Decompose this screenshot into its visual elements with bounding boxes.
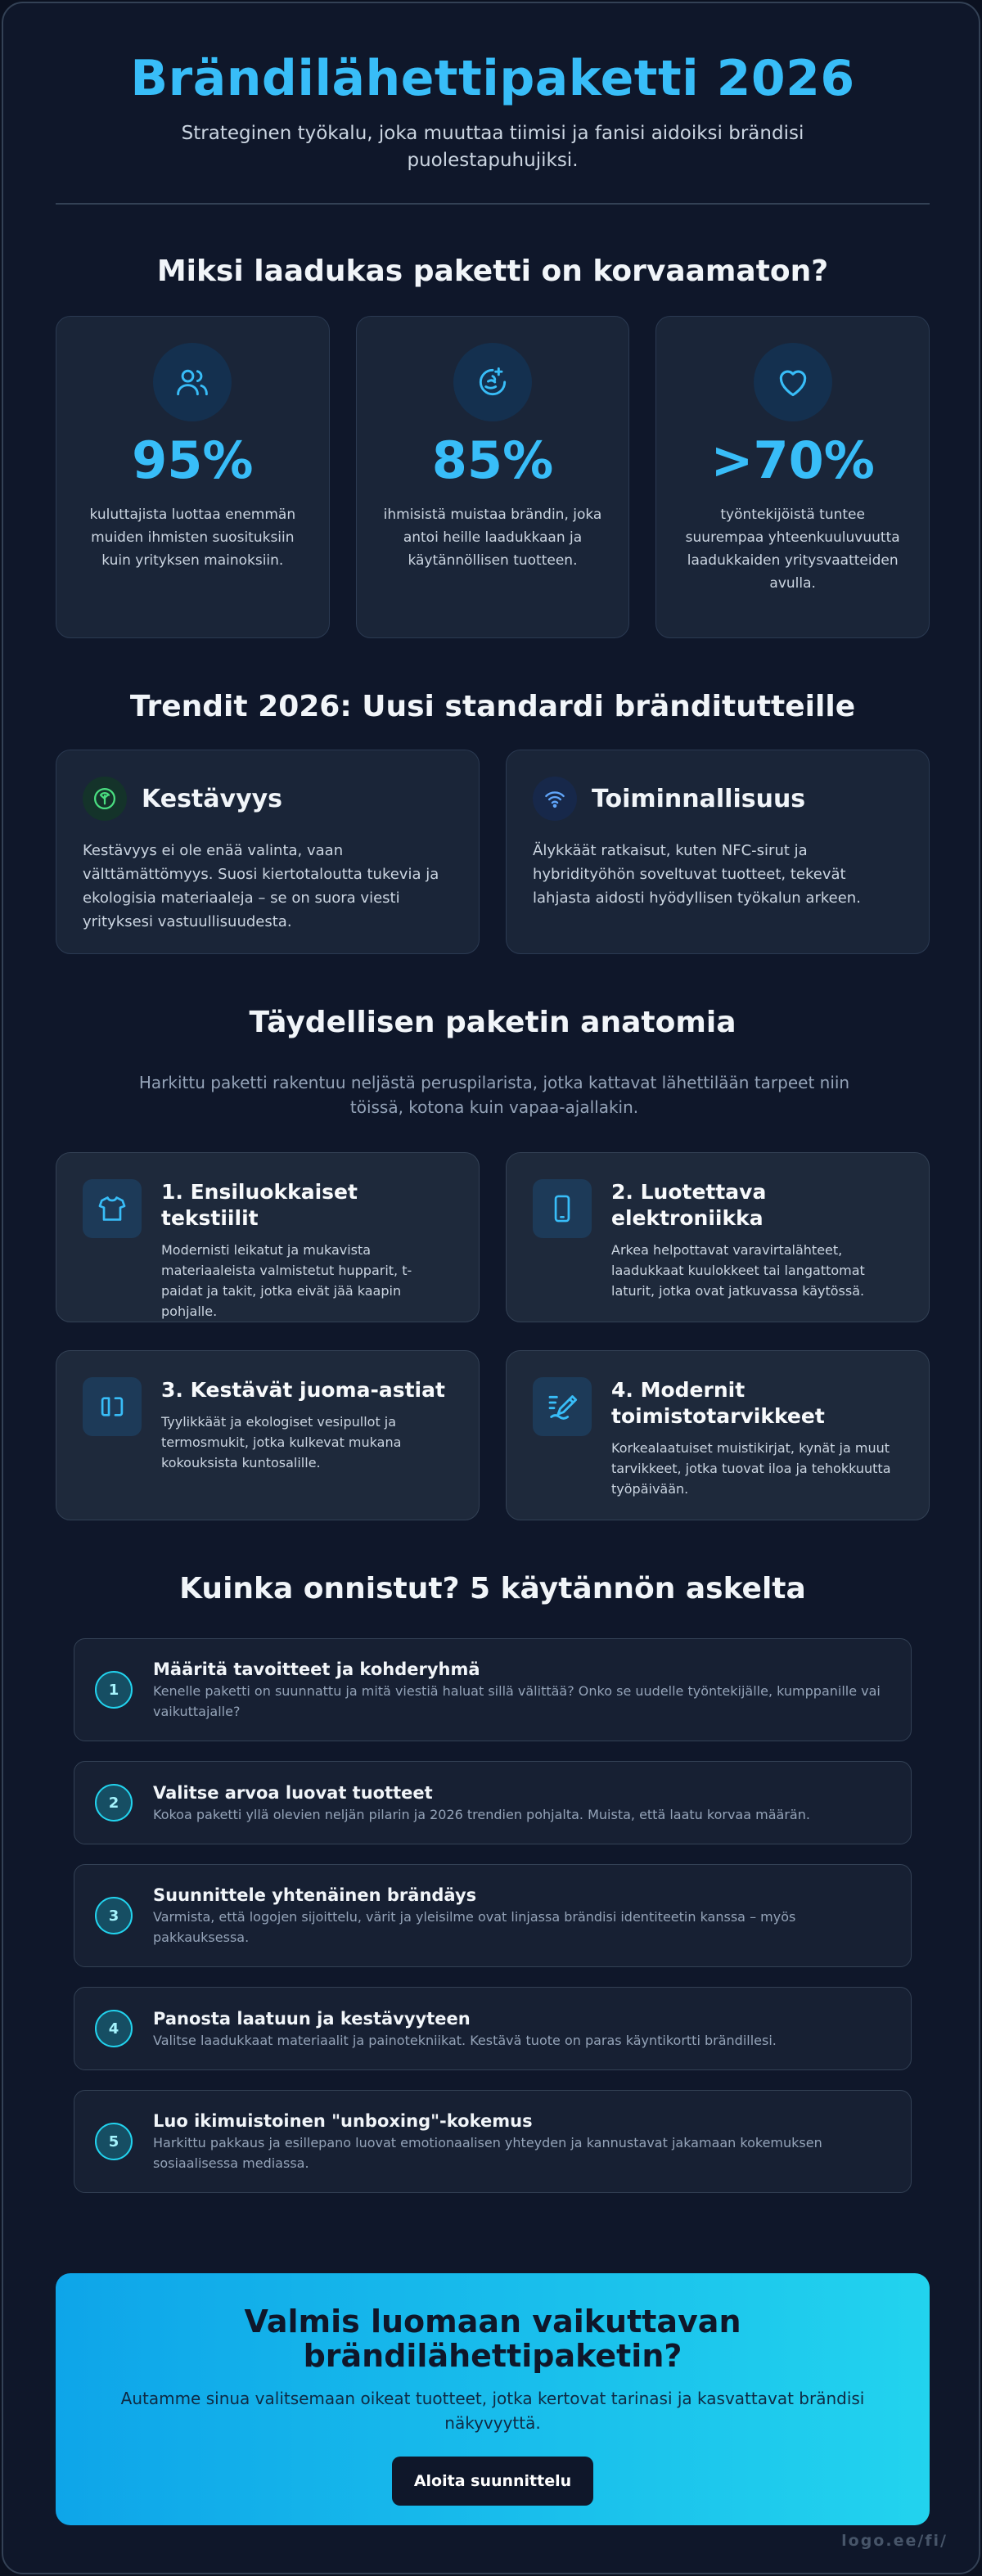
anatomy-intro: Harkittu paketti rakentuu neljästä peruspilarista, jotka kattavat lähettilään tarpeet niin töissä, kotona kuin vapaa-ajallakin.	[138, 1073, 850, 1117]
trend-title: Kestävyys	[142, 784, 283, 813]
step-title: Luo ikimuistoinen "unboxing"-kokemus	[153, 2111, 533, 2131]
trend-title: Toiminnallisuus	[592, 784, 806, 813]
anatomy-title: 2. Luotettava elektroniikka	[611, 1180, 767, 1230]
trend-text: Kestävyys ei ole enää valinta, vaan välttämättömyys. Suosi kiertotaloutta tukevia ja ekologisia materiaaleja – se on suora viesti yrityksesi vastuullisuudesta.	[83, 842, 439, 930]
why-section-title: Miksi laadukas paketti on korvaamaton?	[156, 254, 829, 288]
step-item	[74, 1864, 912, 1967]
trend-card-sustainability	[56, 750, 480, 954]
page-header	[56, 51, 930, 174]
brain-icon	[453, 343, 532, 421]
stat-value: 95%	[132, 430, 254, 490]
pen-icon	[533, 1377, 592, 1436]
cta-text: Autamme sinua valitsemaan oikeat tuotteet, jotka kertovat tarinasi ja kasvattavat brändisi näkyvyyttä.	[120, 2389, 865, 2433]
step-item	[74, 2090, 912, 2193]
page-title: Brändilähettipaketti 2026	[130, 50, 855, 107]
start-planning-button[interactable]: Aloita suunnittelu	[392, 2457, 593, 2506]
step-text: Kokoa paketti yllä olevien neljän pilarin ja 2026 trendien pohjalta. Muista, että laatu korvaa määrän.	[153, 1806, 810, 1822]
steps-section-title: Kuinka onnistut? 5 käytännön askelta	[179, 1572, 806, 1605]
stat-text: ihmisistä muistaa brändin, joka antoi heille laadukkaan ja käytännöllisen tuotteen.	[383, 507, 602, 570]
anatomy-title: 1. Ensiluokkaiset tekstiilit	[161, 1180, 358, 1230]
step-item	[74, 1638, 912, 1741]
stat-card	[655, 316, 930, 638]
step-number: 1	[95, 1671, 133, 1709]
step-title: Valitse arvoa luovat tuotteet	[153, 1782, 433, 1803]
page-subtitle: Strateginen työkalu, joka muuttaa tiimisi ja fanisi aidoiksi brändisi puolestapuhujiksi.	[181, 123, 804, 171]
step-item	[74, 1761, 912, 1844]
step-title: Suunnittele yhtenäinen brändäys	[153, 1885, 477, 1905]
trend-card-functionality	[506, 750, 930, 954]
footer-logo[interactable]: logo.ee/fi/	[841, 2532, 948, 2550]
step-number: 2	[95, 1784, 133, 1822]
header-divider	[56, 203, 930, 205]
step-number: 3	[95, 1897, 133, 1934]
cta-banner	[56, 2273, 930, 2525]
phone-icon	[533, 1179, 592, 1238]
anatomy-title: 3. Kestävät juoma-astiat	[161, 1378, 445, 1402]
stat-text: kuluttajista luottaa enemmän muiden ihmisten suosituksiin kuin yrityksen mainoksiin.	[89, 507, 296, 570]
stat-text: työntekijöistä tuntee suurempaa yhteenkuuluvuutta laadukkaiden yritysvaatteiden avulla.	[685, 507, 900, 592]
anatomy-card-office	[506, 1350, 930, 1520]
tree-icon	[83, 777, 127, 821]
anatomy-section-title: Täydellisen paketin anatomia	[249, 1006, 736, 1039]
anatomy-text: Tyylikkäät ja ekologiset vesipullot ja termosmukit, jotka kulkevat mukana kokouksista kuntosalille.	[161, 1414, 402, 1470]
step-text: Kenelle paketti on suunnattu ja mitä viestiä haluat sillä välittää? Onko se uudelle työntekijälle, kumppanille vai vaikuttajalle?	[153, 1683, 881, 1719]
wifi-icon	[533, 777, 577, 821]
step-text: Varmista, että logojen sijoittelu, värit ja yleisilme ovat linjassa brändisi identiteetin kanssa – myös pakkauksessa.	[153, 1909, 796, 1945]
anatomy-title: 4. Modernit toimistotarvikkeet	[611, 1378, 825, 1428]
trends-section-title: Trendit 2026: Uusi standardi bränditutteille	[129, 690, 856, 723]
step-title: Määritä tavoitteet ja kohderyhmä	[153, 1660, 480, 1679]
cta-title: Valmis luomaan vaikuttavan brändilähettipaketin?	[244, 2304, 741, 2374]
anatomy-text: Modernisti leikatut ja mukavista materiaaleista valmistetut hupparit, t-paidat ja takit, jotka eivät jää kaapin pohjalle.	[161, 1242, 412, 1319]
stat-value: 85%	[431, 430, 554, 490]
stats-row	[56, 316, 930, 638]
step-text: Valitse laadukkaat materiaalit ja painotekniikat. Kestävä tuote on paras käyntikortti brändillesi.	[153, 2032, 777, 2048]
trend-text: Älykkäät ratkaisut, kuten NFC-sirut ja hybridityöhön soveltuvat tuotteet, tekevät lahjasta aidosti hyödyllisen työkalun arkeen.	[533, 842, 861, 907]
anatomy-grid	[56, 1152, 930, 1520]
anatomy-card-textiles	[56, 1152, 480, 1322]
step-item	[74, 1987, 912, 2070]
step-number: 5	[95, 2123, 133, 2160]
stat-card	[56, 316, 330, 638]
tshirt-icon	[83, 1179, 142, 1238]
step-number: 4	[95, 2010, 133, 2047]
anatomy-card-electronics	[506, 1152, 930, 1322]
anatomy-text: Korkealaatuiset muistikirjat, kynät ja muut tarvikkeet, jotka tuovat iloa ja tehokkuutta työpäivään.	[611, 1440, 891, 1497]
step-title: Panosta laatuun ja kestävyyteen	[153, 2008, 471, 2029]
heart-icon	[754, 343, 832, 421]
infographic-frame	[2, 2, 980, 2574]
anatomy-card-drinkware	[56, 1350, 480, 1520]
anatomy-text: Arkea helpottavat varavirtalähteet, laadukkaat kuulokkeet tai langattomat laturit, jotka ovat jatkuvassa käytössä.	[611, 1242, 865, 1299]
trends-row	[56, 750, 930, 954]
users-icon	[153, 343, 232, 421]
stat-card	[356, 316, 630, 638]
step-text: Harkittu pakkaus ja esillepano luovat emotionaalisen yhteyden ja kannustavat jakamaan kokemuksen sosiaalisessa mediassa.	[153, 2135, 822, 2171]
stat-value: >70%	[710, 430, 875, 490]
bottle-icon	[83, 1377, 142, 1436]
